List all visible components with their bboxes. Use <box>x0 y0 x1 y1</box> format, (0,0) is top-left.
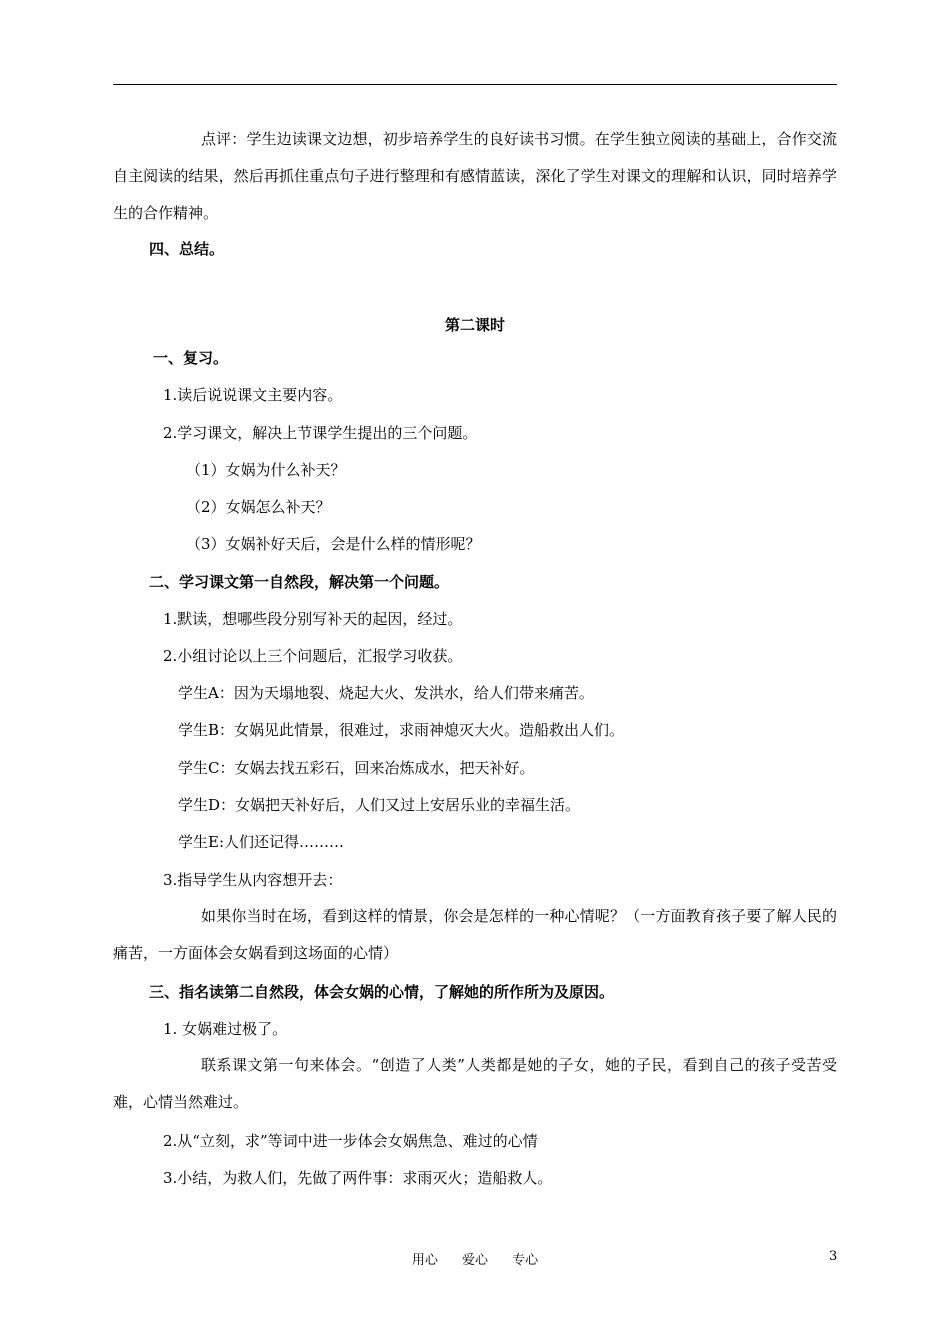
part3-paragraph: 联系课文第一句来体会。“创造了人类”人类都是她的子女，她的子民，看到自己的孩子受苦受难，心情当然难过。 <box>113 1056 837 1111</box>
review-heading: 一、复习。 <box>153 349 229 367</box>
part2-item-3: 3.指导学生从内容想开去： <box>163 871 343 889</box>
section4-heading: 四、总结。 <box>149 240 225 258</box>
review-question-2: （2）女娲怎么补天？ <box>186 498 331 516</box>
footer-word-3: 专心 <box>512 1253 539 1268</box>
part2-item-1: 1.默读，想哪些段分别写补天的起因，经过。 <box>163 610 463 628</box>
student-a-answer: 学生A：因为天塌地裂、烧起大火、发洪水，给人们带来痛苦。 <box>178 684 594 702</box>
part2-item-2: 2.小组讨论以上三个问题后，汇报学习收获。 <box>163 647 463 665</box>
student-d-answer: 学生D：女娲把天补好后，人们又过上安居乐业的幸福生活。 <box>178 796 581 814</box>
part2-paragraph: 如果你当时在场，看到这样的情景，你会是怎样的一种心情呢？（一方面教育孩子要了解人民的痛苦，一方面体会女娲看到这场面的心情） <box>113 907 837 962</box>
review-item-1: 1.读后说说课文主要内容。 <box>163 386 343 404</box>
page-number: 3 <box>829 1249 838 1264</box>
part2-heading: 二、学习课文第一自然段，解决第一个问题。 <box>149 573 450 591</box>
lesson-title: 第二课时 <box>444 316 505 334</box>
student-b-answer: 学生B：女娲见此情景，很难过，求雨神熄灭大火。造船救出人们。 <box>178 721 625 739</box>
student-c-answer: 学生C：女娲去找五彩石，回来冶炼成水，把天补好。 <box>178 759 535 777</box>
part3-item-1: 1. 女娲难过极了。 <box>163 1020 288 1038</box>
footer-word-1: 用心 <box>411 1253 438 1268</box>
comment-paragraph: 点评：学生边读课文边想，初步培养学生的良好读书习惯。在学生独立阅读的基础上，合作交流自主阅读的结果，然后再抓住重点句子进行整理和有感情蓝读，深化了学生对课文的理解和认识，同时培养学生的合作精神。 <box>113 130 837 222</box>
header-rule <box>113 84 837 85</box>
review-question-1: （1）女娲为什么补天？ <box>186 461 346 479</box>
footer-word-2: 爱心 <box>461 1253 488 1268</box>
part3-heading: 三、指名读第二自然段，体会女娲的心情，了解她的所作所为及原因。 <box>149 983 615 1001</box>
part3-item-2: 2.从“立刻，求”等词中进一步体会女娲焦急、难过的心情 <box>163 1132 538 1150</box>
review-question-3: （3）女娲补好天后，会是什么样的情形呢？ <box>186 535 481 553</box>
review-item-2: 2.学习课文，解决上节课学生提出的三个问题。 <box>163 424 478 442</box>
page-footer <box>0 1249 950 1268</box>
student-e-answer: 学生E:人们还记得……… <box>178 833 345 851</box>
part3-item-3: 3.小结，为救人们，先做了两件事：求雨灭火；造船救人。 <box>163 1169 553 1187</box>
